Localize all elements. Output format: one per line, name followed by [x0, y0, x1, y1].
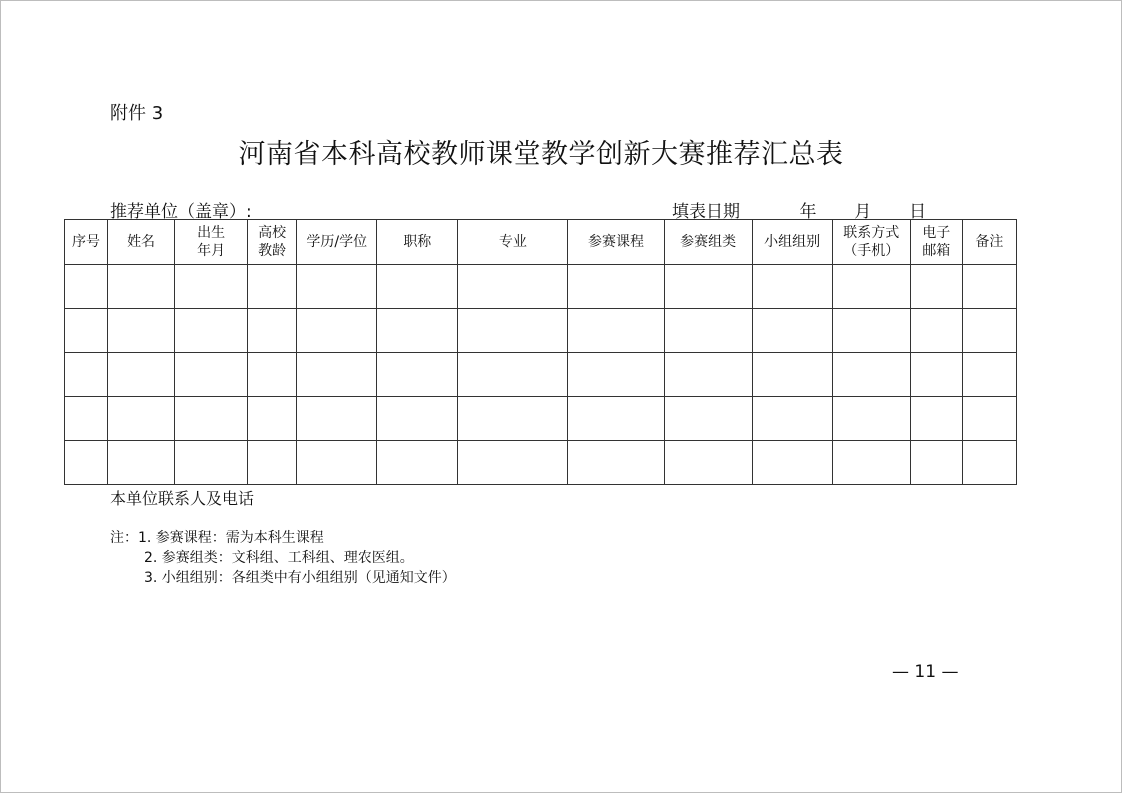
table-cell[interactable] — [664, 353, 752, 397]
table-cell[interactable] — [832, 309, 910, 353]
col-header-phone: 联系方式 （手机） — [832, 220, 910, 265]
col-header-major: 专业 — [458, 220, 568, 265]
table-cell[interactable] — [377, 441, 458, 485]
table-cell[interactable] — [910, 309, 962, 353]
table-cell[interactable] — [910, 441, 962, 485]
col-header-email: 电子 邮箱 — [910, 220, 962, 265]
table-cell[interactable] — [108, 265, 175, 309]
table-cell[interactable] — [752, 397, 832, 441]
summary-table — [64, 219, 1017, 485]
col-header-birth-date: 出生 年月 — [175, 220, 248, 265]
table-row — [65, 309, 1017, 353]
table-cell[interactable] — [568, 353, 664, 397]
table-cell[interactable] — [458, 397, 568, 441]
table-cell[interactable] — [248, 441, 297, 485]
table-cell[interactable] — [248, 397, 297, 441]
contact-person-label: 本单位联系人及电话 — [110, 489, 255, 508]
table-cell[interactable] — [910, 265, 962, 309]
table-cell[interactable] — [65, 265, 108, 309]
table-row — [65, 353, 1017, 397]
col-header-remarks: 备注 — [962, 220, 1016, 265]
table-cell[interactable] — [910, 397, 962, 441]
note-line-1: 注：1. 参赛课程：需为本科生课程 — [110, 530, 324, 546]
table-cell[interactable] — [65, 309, 108, 353]
note-line-2: 2. 参赛组类：文科组、工科组、理农医组。 — [144, 550, 414, 566]
table-cell[interactable] — [377, 397, 458, 441]
col-header-category: 参赛组类 — [664, 220, 752, 265]
table-cell[interactable] — [65, 441, 108, 485]
col-header-number: 序号 — [65, 220, 108, 265]
table-cell[interactable] — [175, 353, 248, 397]
table-cell[interactable] — [832, 265, 910, 309]
table-cell[interactable] — [568, 441, 664, 485]
date-month-label: 月 — [854, 202, 872, 222]
table-cell[interactable] — [377, 265, 458, 309]
table-cell[interactable] — [248, 265, 297, 309]
table-cell[interactable] — [832, 353, 910, 397]
table-cell[interactable] — [962, 309, 1016, 353]
table-cell[interactable] — [962, 441, 1016, 485]
table-cell[interactable] — [962, 397, 1016, 441]
table-cell[interactable] — [752, 353, 832, 397]
col-header-subgroup: 小组组别 — [752, 220, 832, 265]
table-cell[interactable] — [175, 397, 248, 441]
table-cell[interactable] — [458, 441, 568, 485]
col-header-education-degree: 学历/学位 — [297, 220, 377, 265]
table-cell[interactable] — [65, 397, 108, 441]
table-cell[interactable] — [752, 441, 832, 485]
table-cell[interactable] — [297, 397, 377, 441]
table-cell[interactable] — [568, 309, 664, 353]
table-cell[interactable] — [458, 353, 568, 397]
recommending-unit-label: 推荐单位（盖章）: — [110, 202, 252, 222]
date-year-label: 年 — [799, 202, 817, 222]
table-cell[interactable] — [108, 309, 175, 353]
table-cell[interactable] — [297, 353, 377, 397]
table-cell[interactable] — [752, 309, 832, 353]
table-cell[interactable] — [297, 309, 377, 353]
date-day-label: 日 — [909, 202, 927, 222]
fill-date-label: 填表日期 — [672, 202, 740, 222]
table-cell[interactable] — [297, 265, 377, 309]
col-header-teaching-years: 高校 教龄 — [248, 220, 297, 265]
table-cell[interactable] — [108, 353, 175, 397]
table-cell[interactable] — [108, 441, 175, 485]
table-cell[interactable] — [458, 309, 568, 353]
table-cell[interactable] — [377, 353, 458, 397]
table-cell[interactable] — [664, 265, 752, 309]
table-cell[interactable] — [962, 265, 1016, 309]
notes-block — [110, 528, 456, 588]
table-cell[interactable] — [377, 309, 458, 353]
table-body — [65, 265, 1017, 485]
table-cell[interactable] — [175, 441, 248, 485]
table-cell[interactable] — [664, 397, 752, 441]
table-cell[interactable] — [568, 265, 664, 309]
table-cell[interactable] — [910, 353, 962, 397]
col-header-name: 姓名 — [108, 220, 175, 265]
page-number: — 11 — — [892, 662, 959, 682]
table-cell[interactable] — [175, 265, 248, 309]
table-row — [65, 397, 1017, 441]
table-cell[interactable] — [65, 353, 108, 397]
table-cell[interactable] — [832, 441, 910, 485]
table-row — [65, 265, 1017, 309]
document-title: 河南省本科高校教师课堂教学创新大赛推荐汇总表 — [238, 139, 844, 170]
table-cell[interactable] — [297, 441, 377, 485]
table-cell[interactable] — [752, 265, 832, 309]
table-cell[interactable] — [248, 309, 297, 353]
table-cell[interactable] — [962, 353, 1016, 397]
table-cell[interactable] — [832, 397, 910, 441]
table-cell[interactable] — [664, 441, 752, 485]
header-row — [65, 220, 1017, 265]
col-header-title: 职称 — [377, 220, 458, 265]
table-cell[interactable] — [568, 397, 664, 441]
attachment-label: 附件 3 — [110, 103, 164, 124]
table-cell[interactable] — [248, 353, 297, 397]
table-cell[interactable] — [664, 309, 752, 353]
table-cell[interactable] — [108, 397, 175, 441]
col-header-course: 参赛课程 — [568, 220, 664, 265]
note-line-3: 3. 小组组别：各组类中有小组组别（见通知文件） — [144, 570, 456, 586]
table-cell[interactable] — [458, 265, 568, 309]
table-cell[interactable] — [175, 309, 248, 353]
table-row — [65, 441, 1017, 485]
